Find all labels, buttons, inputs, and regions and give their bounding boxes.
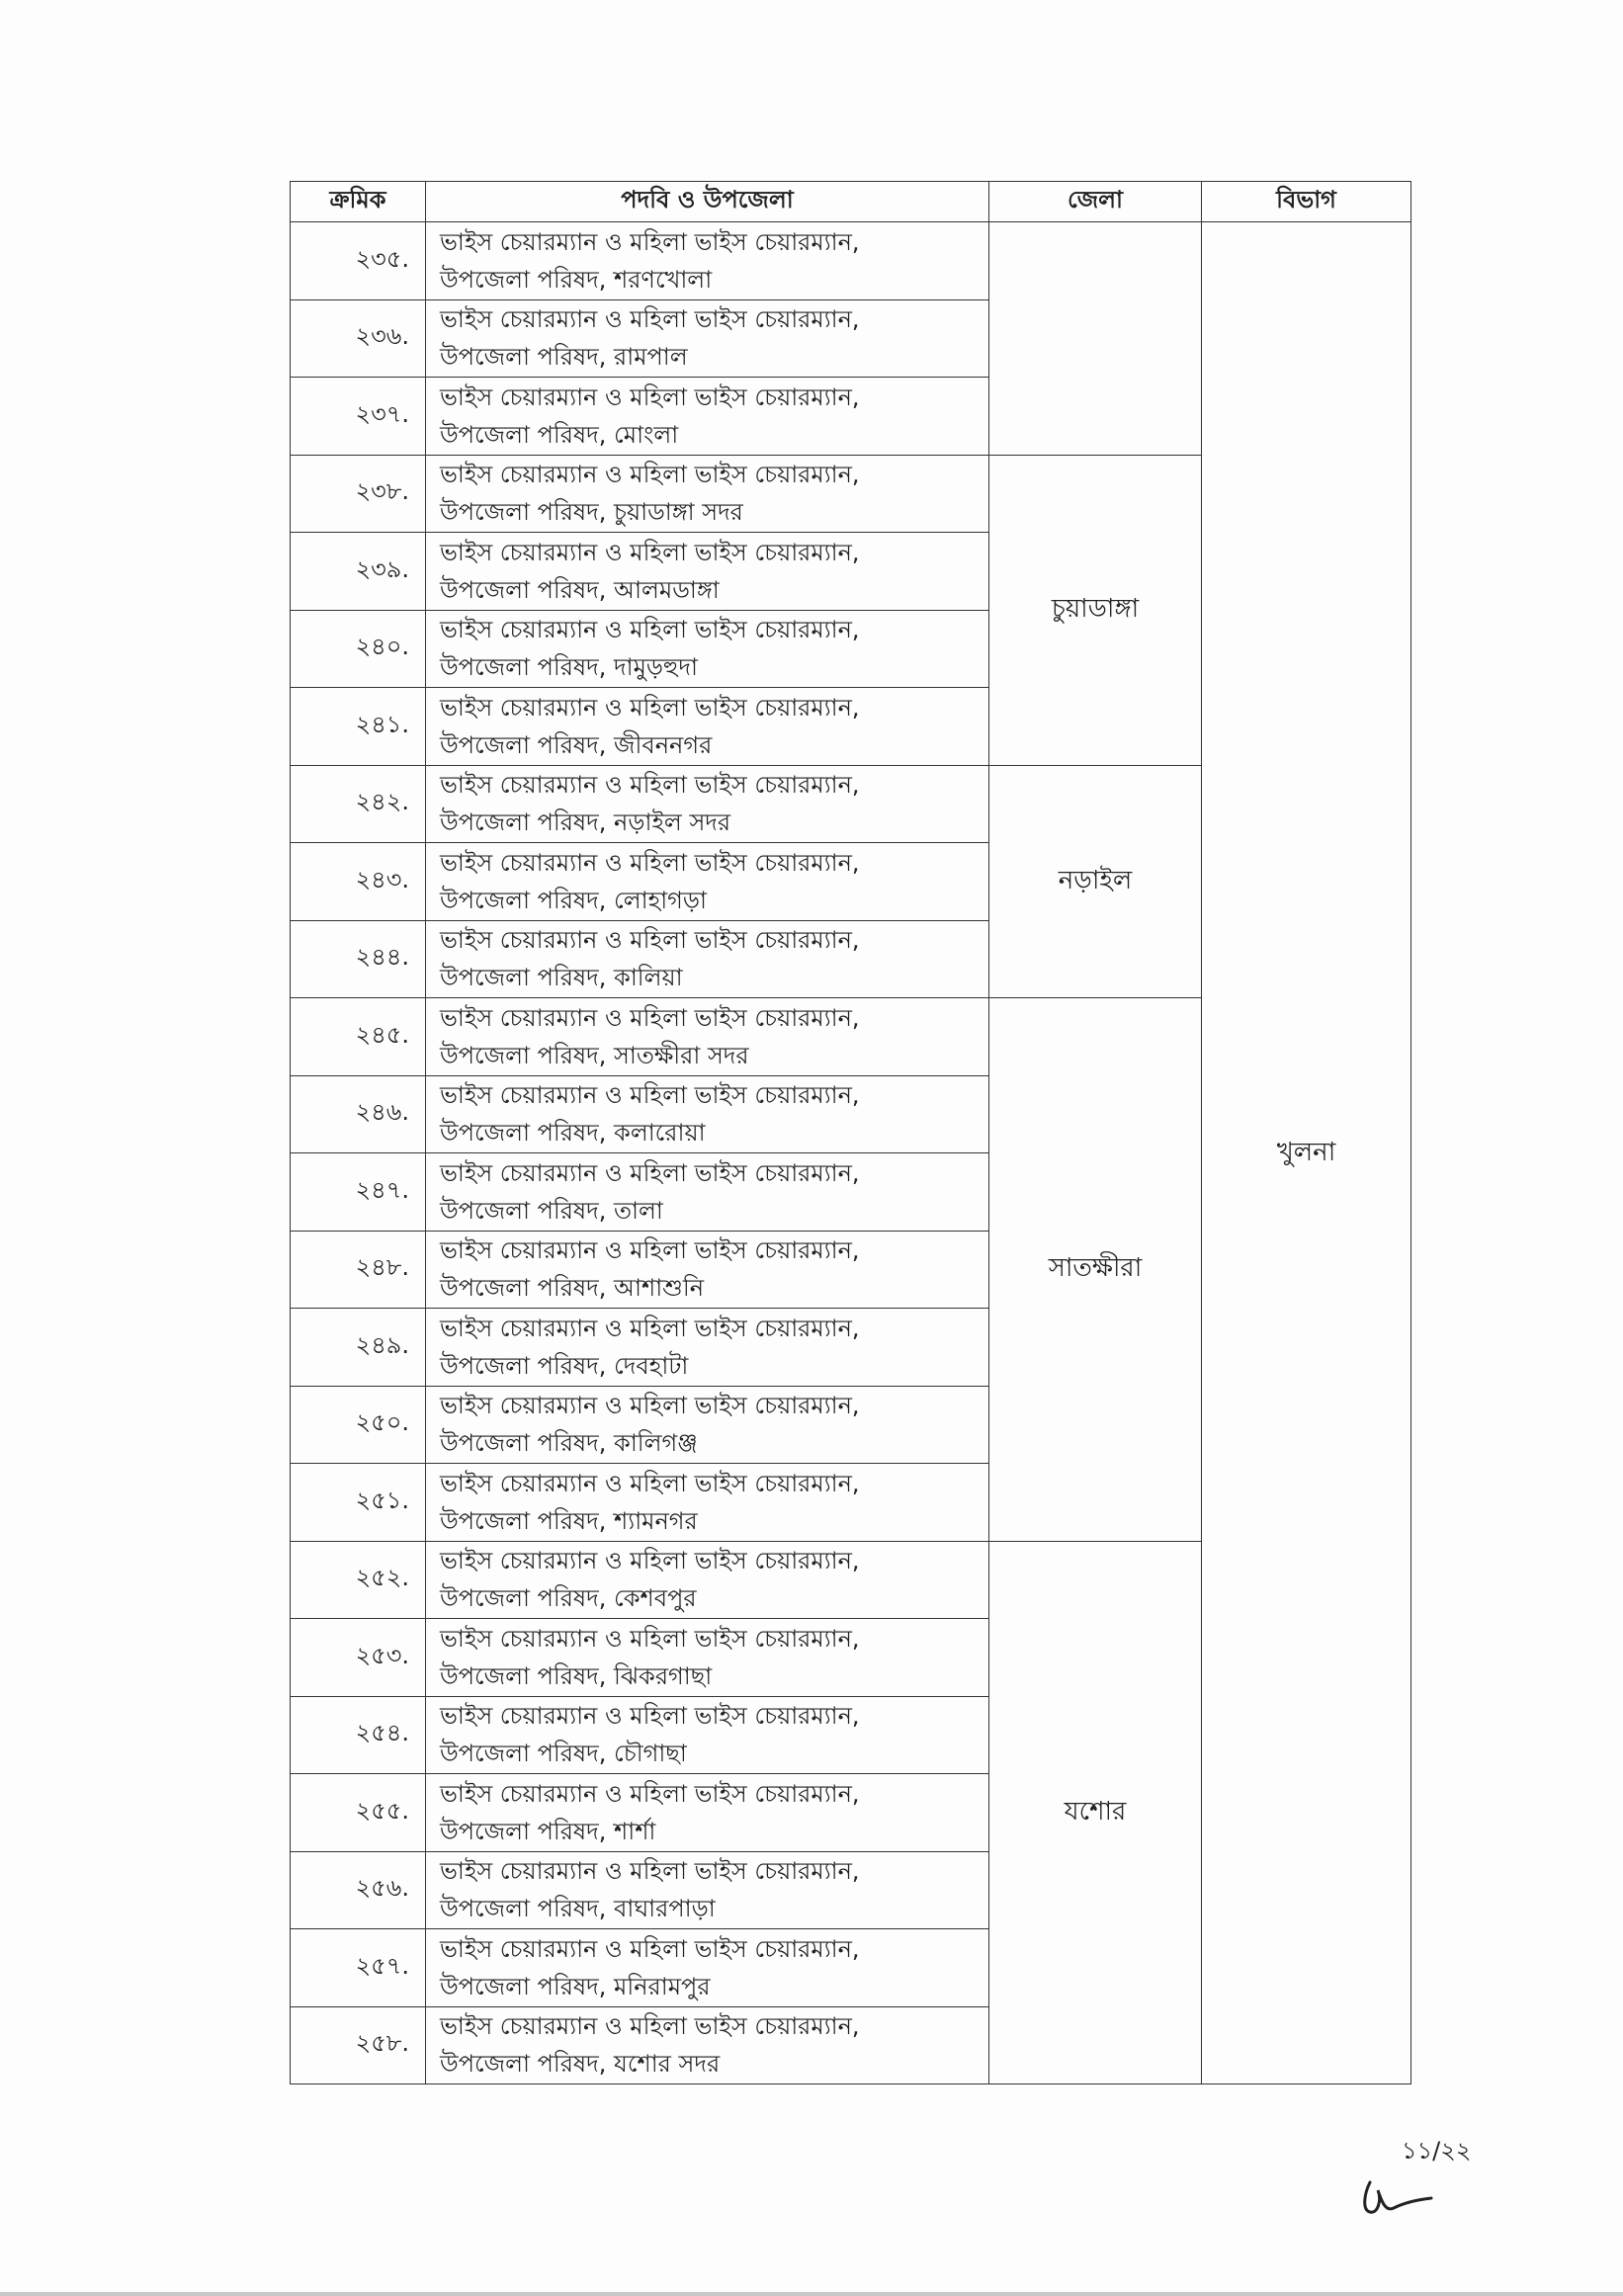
signature-initial xyxy=(1356,2170,1435,2220)
header-district: জেলা xyxy=(989,182,1202,222)
serial-cell: ২৪২. xyxy=(291,765,426,843)
post-line-2: উপজেলা পরিষদ, কালিগঞ্জ xyxy=(440,1429,698,1458)
district-cell-satkhira: সাতক্ষীরা xyxy=(989,998,1202,1542)
post-line-2: উপজেলা পরিষদ, দামুড়হুদা xyxy=(440,653,698,682)
post-cell xyxy=(426,1619,989,1697)
post-line-2: উপজেলা পরিষদ, চুয়াডাঙ্গা সদর xyxy=(440,498,743,527)
post-line-1: ভাইস চেয়ারম্যান ও মহিলা ভাইস চেয়ারম্যান, xyxy=(440,461,860,489)
post-cell xyxy=(426,1075,989,1153)
post-line-1: ভাইস চেয়ারম্যান ও মহিলা ভাইস চেয়ারম্যান, xyxy=(440,1702,860,1731)
serial-cell: ২৩৭. xyxy=(291,378,426,456)
post-cell xyxy=(426,1309,989,1387)
post-line-2: উপজেলা পরিষদ, তালা xyxy=(440,1196,663,1225)
post-line-2: উপজেলা পরিষদ, চৌগাছা xyxy=(440,1740,687,1768)
serial-cell: ২৪৯. xyxy=(291,1309,426,1387)
post-cell xyxy=(426,1774,989,1852)
post-line-2: উপজেলা পরিষদ, ঝিকরগাছা xyxy=(440,1661,713,1690)
post-line-1: ভাইস চেয়ারম্যান ও মহিলা ভাইস চেয়ারম্যান, xyxy=(440,1469,860,1497)
post-line-2: উপজেলা পরিষদ, শার্শা xyxy=(440,1817,656,1845)
post-line-1: ভাইস চেয়ারম্যান ও মহিলা ভাইস চেয়ারম্যান, xyxy=(440,1624,860,1653)
post-line-1: ভাইস চেয়ারম্যান ও মহিলা ভাইস চেয়ারম্যান, xyxy=(440,1392,860,1420)
post-line-1: ভাইস চেয়ারম্যান ও মহিলা ভাইস চেয়ারম্যান, xyxy=(440,227,860,256)
post-cell xyxy=(426,1386,989,1464)
post-line-1: ভাইস চেয়ারম্যান ও মহিলা ভাইস চেয়ারম্যান, xyxy=(440,926,860,955)
district-cell-jessore: যশোর xyxy=(989,1541,1202,2084)
serial-cell: ২৩৯. xyxy=(291,533,426,611)
post-line-2: উপজেলা পরিষদ, মোংলা xyxy=(440,420,679,449)
serial-cell: ২৫২. xyxy=(291,1541,426,1619)
post-line-1: ভাইস চেয়ারম্যান ও মহিলা ভাইস চেয়ারম্যান, xyxy=(440,1158,860,1187)
post-line-2: উপজেলা পরিষদ, সাতক্ষীরা সদর xyxy=(440,1041,749,1069)
post-cell xyxy=(426,843,989,921)
serial-cell: ২৫১. xyxy=(291,1464,426,1542)
post-cell xyxy=(426,1851,989,1929)
post-cell xyxy=(426,765,989,843)
post-cell xyxy=(426,1541,989,1619)
post-cell xyxy=(426,299,989,378)
district-cell-narail: নড়াইল xyxy=(989,765,1202,998)
serial-cell: ২৪৮. xyxy=(291,1231,426,1309)
post-line-1: ভাইস চেয়ারম্যান ও মহিলা ভাইস চেয়ারম্যান, xyxy=(440,1314,860,1342)
post-cell xyxy=(426,998,989,1076)
serial-cell: ২৫৩. xyxy=(291,1619,426,1697)
post-line-1: ভাইস চেয়ারম্যান ও মহিলা ভাইস চেয়ারম্যান, xyxy=(440,1003,860,1032)
post-line-1: ভাইস চেয়ারম্যান ও মহিলা ভাইস চেয়ারম্যান, xyxy=(440,848,860,877)
serial-cell: ২৫৬. xyxy=(291,1851,426,1929)
post-cell xyxy=(426,1153,989,1232)
post-line-2: উপজেলা পরিষদ, মনিরামপুর xyxy=(440,1972,711,2000)
page-number: ১১/২২ xyxy=(1402,2137,1472,2165)
post-line-1: ভাইস চেয়ারম্যান ও মহিলা ভাইস চেয়ারম্যান, xyxy=(440,1779,860,1808)
post-cell xyxy=(426,1929,989,2007)
post-line-1: ভাইস চেয়ারম্যান ও মহিলা ভাইস চেয়ারম্যান, xyxy=(440,1236,860,1265)
post-cell xyxy=(426,2006,989,2084)
post-cell xyxy=(426,1231,989,1309)
serial-cell: ২৫৭. xyxy=(291,1929,426,2007)
post-cell xyxy=(426,222,989,300)
post-line-1: ভাইস চেয়ারম্যান ও মহিলা ভাইস চেয়ারম্যান, xyxy=(440,771,860,800)
serial-cell: ২৩৮. xyxy=(291,455,426,533)
post-line-1: ভাইস চেয়ারম্যান ও মহিলা ভাইস চেয়ারম্যান, xyxy=(440,383,860,411)
serial-cell: ২৫৮. xyxy=(291,2006,426,2084)
post-line-1: ভাইস চেয়ারম্যান ও মহিলা ভাইস চেয়ারম্যান, xyxy=(440,616,860,644)
serial-cell: ২৪৫. xyxy=(291,998,426,1076)
serial-cell: ২৪৪. xyxy=(291,920,426,998)
designation-table xyxy=(290,181,1411,2084)
post-cell xyxy=(426,688,989,766)
post-cell xyxy=(426,533,989,611)
post-line-2: উপজেলা পরিষদ, বাঘারপাড়া xyxy=(440,1895,716,1923)
post-line-2: উপজেলা পরিষদ, রামপাল xyxy=(440,343,688,372)
post-line-1: ভাইস চেয়ারম্যান ও মহিলা ভাইস চেয়ারম্যান, xyxy=(440,1857,860,1886)
post-line-1: ভাইস চেয়ারম্যান ও মহিলা ভাইস চেয়ারম্যান, xyxy=(440,2012,860,2041)
post-line-2: উপজেলা পরিষদ, শ্যামনগর xyxy=(440,1506,698,1535)
post-line-2: উপজেলা পরিষদ, লোহাগড়া xyxy=(440,886,708,914)
post-cell xyxy=(426,610,989,688)
post-cell xyxy=(426,1464,989,1542)
post-line-2: উপজেলা পরিষদ, দেবহাটা xyxy=(440,1351,689,1380)
scan-edge xyxy=(0,2292,1623,2296)
post-line-2: উপজেলা পরিষদ, কালিয়া xyxy=(440,964,683,992)
post-line-1: ভাইস চেয়ারম্যান ও মহিলা ভাইস চেয়ারম্যান, xyxy=(440,1547,860,1575)
post-cell xyxy=(426,455,989,533)
table-row xyxy=(291,222,1411,300)
post-cell xyxy=(426,378,989,456)
serial-cell: ২৪১. xyxy=(291,688,426,766)
post-line-2: উপজেলা পরিষদ, আলমডাঙ্গা xyxy=(440,575,720,604)
post-line-2: উপজেলা পরিষদ, যশোর সদর xyxy=(440,2050,721,2079)
serial-cell: ২৩৫. xyxy=(291,222,426,300)
header-post: পদবি ও উপজেলা xyxy=(426,182,989,222)
post-line-2: উপজেলা পরিষদ, আশাশুনি xyxy=(440,1274,705,1303)
post-line-1: ভাইস চেয়ারম্যান ও মহিলা ভাইস চেয়ারম্যান, xyxy=(440,305,860,334)
serial-cell: ২৪৩. xyxy=(291,843,426,921)
post-line-1: ভাইস চেয়ারম্যান ও মহিলা ভাইস চেয়ারম্যান, xyxy=(440,1081,860,1110)
division-cell: খুলনা xyxy=(1202,222,1411,2084)
post-cell xyxy=(426,1696,989,1774)
post-line-2: উপজেলা পরিষদ, জীবননগর xyxy=(440,730,713,759)
post-line-2: উপজেলা পরিষদ, কেশবপুর xyxy=(440,1584,697,1613)
serial-cell: ২৪৬. xyxy=(291,1075,426,1153)
post-line-2: উপজেলা পরিষদ, নড়াইল সদর xyxy=(440,808,731,837)
table-header-row xyxy=(291,182,1411,222)
serial-cell: ২৪০. xyxy=(291,610,426,688)
serial-cell: ২৫৫. xyxy=(291,1774,426,1852)
serial-cell: ২৪৭. xyxy=(291,1153,426,1232)
header-serial: ক্রমিক xyxy=(291,182,426,222)
district-cell-first xyxy=(989,222,1202,456)
serial-cell: ২৩৬. xyxy=(291,299,426,378)
header-division: বিভাগ xyxy=(1202,182,1411,222)
district-cell-chuadanga: চুয়াডাঙ্গা xyxy=(989,455,1202,765)
post-cell xyxy=(426,920,989,998)
serial-cell: ২৫০. xyxy=(291,1386,426,1464)
post-line-1: ভাইস চেয়ারম্যান ও মহিলা ভাইস চেয়ারম্যান, xyxy=(440,1934,860,1963)
serial-cell: ২৫৪. xyxy=(291,1696,426,1774)
post-line-2: উপজেলা পরিষদ, কলারোয়া xyxy=(440,1119,706,1148)
post-line-2: উপজেলা পরিষদ, শরণখোলা xyxy=(440,265,713,294)
post-line-1: ভাইস চেয়ারম্যান ও মহিলা ভাইস চেয়ারম্যান, xyxy=(440,538,860,566)
post-line-1: ভাইস চেয়ারম্যান ও মহিলা ভাইস চেয়ারম্যান, xyxy=(440,693,860,722)
